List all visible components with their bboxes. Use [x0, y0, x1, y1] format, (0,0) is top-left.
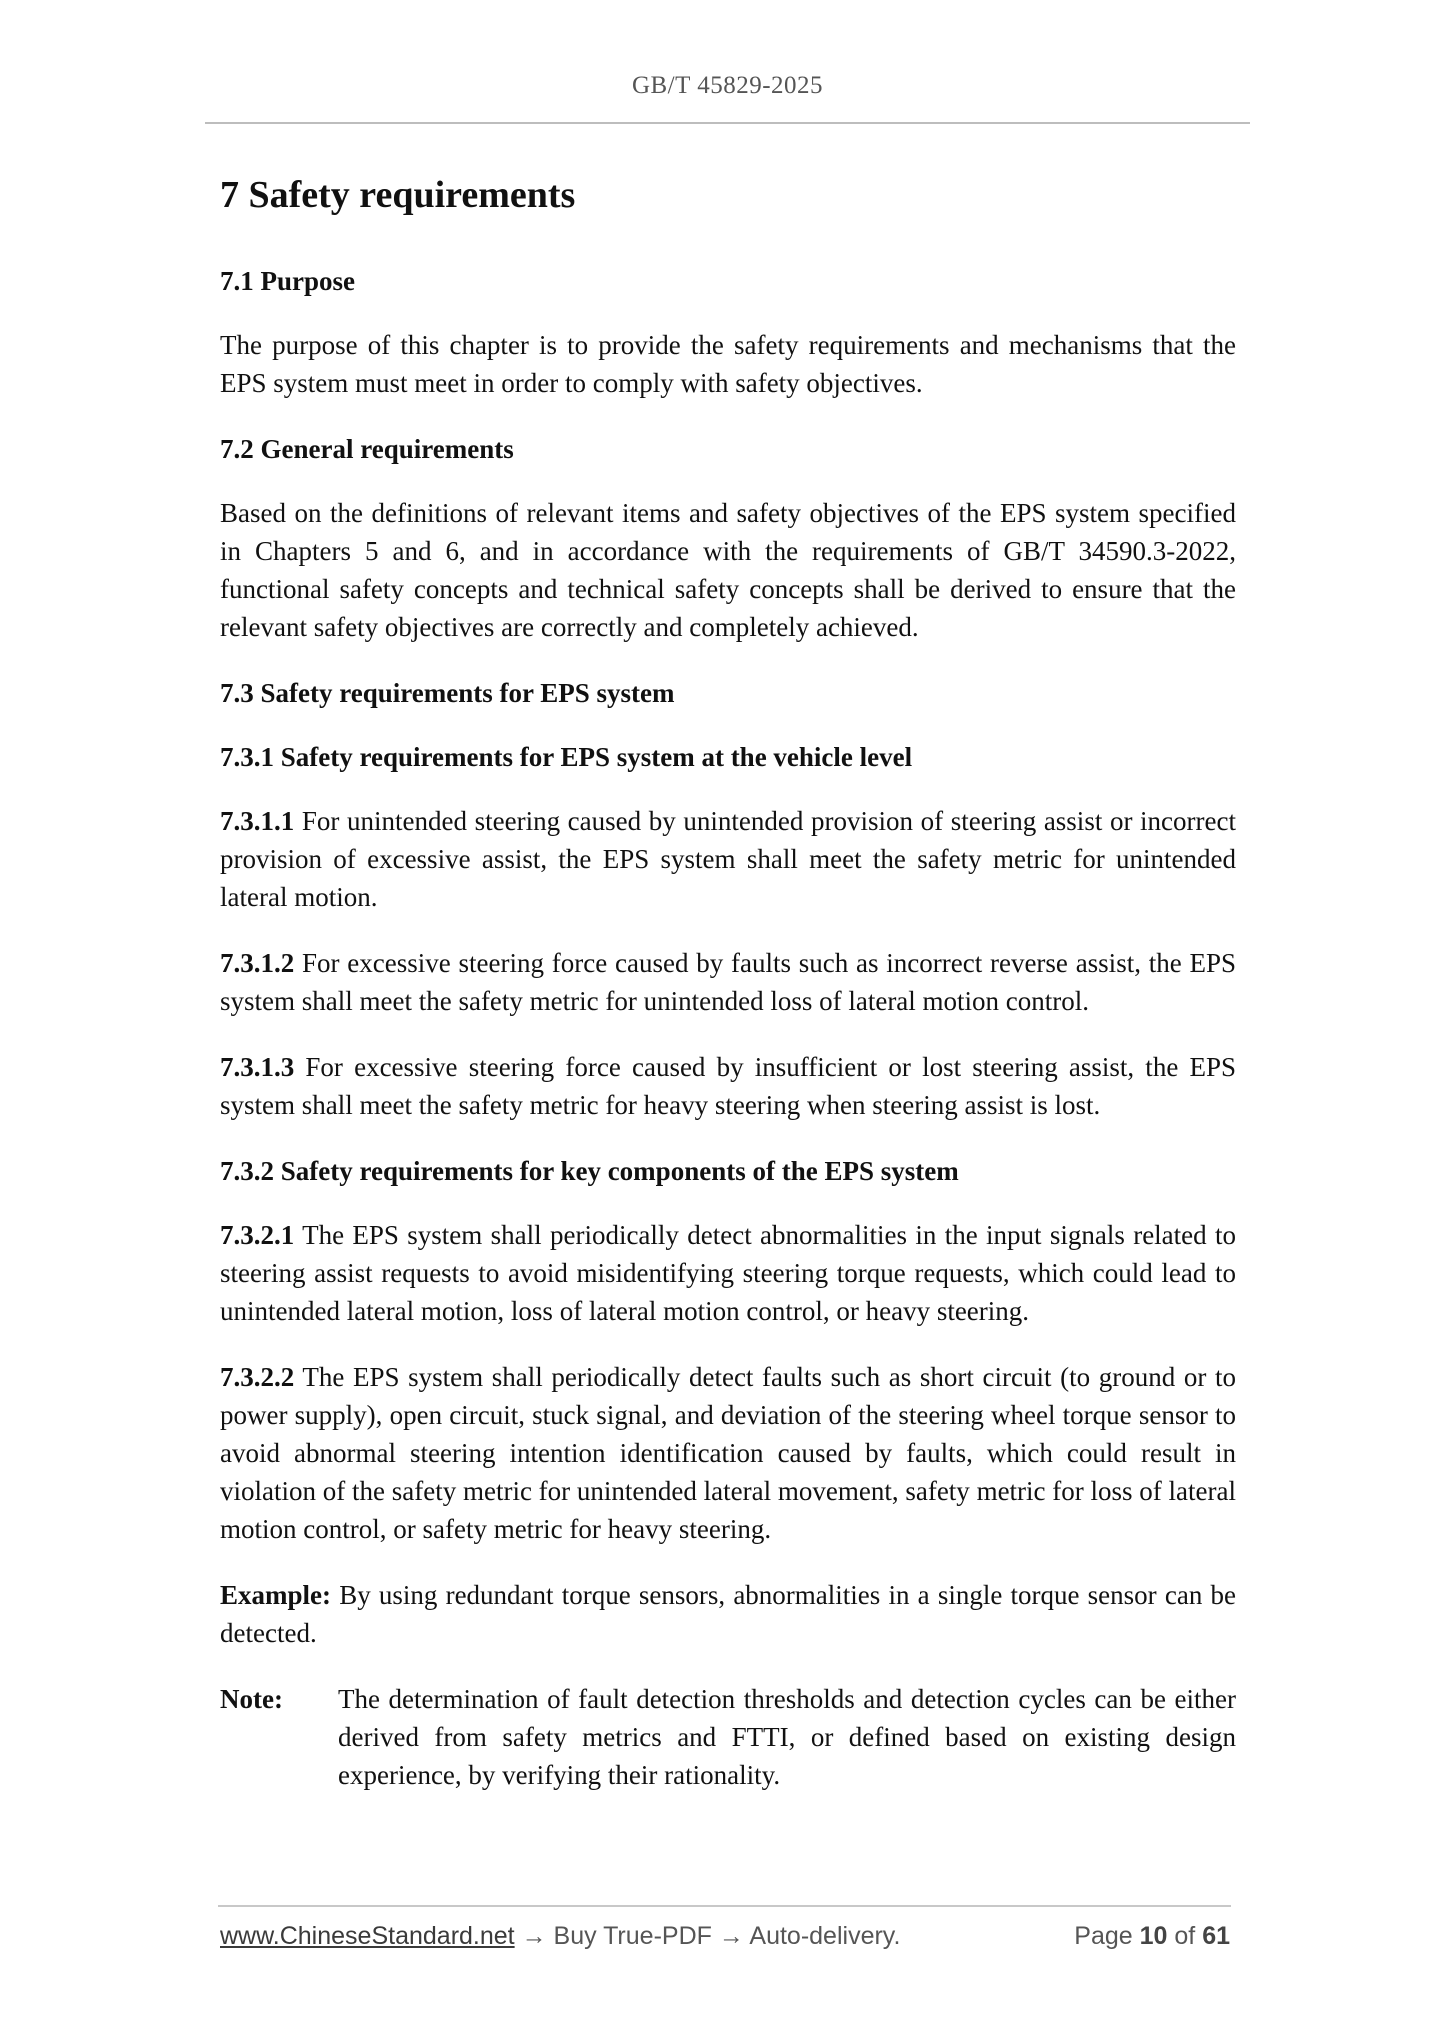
- page-number: [1074, 1922, 1230, 1951]
- clause-number: 7.3.1.3: [220, 1052, 295, 1082]
- clause-number: 7.3.2.1: [220, 1220, 295, 1250]
- clause-7-3-1-3: [220, 1048, 1236, 1124]
- example-label: Example:: [220, 1580, 331, 1610]
- clause-7-3-2-2: [220, 1358, 1236, 1548]
- clause-text: For unintended steering caused by unintended provision of steering assist or incorrect provision of excessive assist, the EPS system shall meet the safety metric for unintended lateral motion.: [220, 806, 1236, 912]
- running-header: GB/T 45829-2025: [631, 72, 824, 99]
- note-block: [220, 1680, 1236, 1794]
- paragraph-7-1: The purpose of this chapter is to provide the safety requirements and mechanisms that the EPS system must meet in order to comply with safety objectives.: [220, 330, 1236, 398]
- note-text: The determination of fault detection thresholds and detection cycles can be either derived from safety metrics and FTTI, or defined based on existing design experience, by verifying their rationality.: [338, 1684, 1236, 1790]
- paragraph-7-2: Based on the definitions of relevant items and safety objectives of the EPS system specified in Chapters 5 and 6, and in accordance with the requirements of GB/T 34590.3-2022, functional safety concepts and technical safety concepts shall be derived to ensure that the relevant safety objectives are correctly and completely achieved.: [220, 498, 1236, 642]
- example-text: By using redundant torque sensors, abnormalities in a single torque sensor can be detected.: [220, 1580, 1236, 1648]
- section-heading-7-3-2: 7.3.2 Safety requirements for key components of the EPS system: [220, 1156, 959, 1186]
- clause-text: For excessive steering force caused by insufficient or lost steering assist, the EPS system shall meet the safety metric for heavy steering when steering assist is lost.: [220, 1052, 1236, 1120]
- page-total: 61: [1202, 1922, 1230, 1950]
- clause-text: For excessive steering force caused by faults such as incorrect reverse assist, the EPS system shall meet the safety metric for unintended loss of lateral motion control.: [220, 948, 1236, 1016]
- page-content: [220, 166, 1236, 1794]
- page-current: 10: [1139, 1922, 1168, 1950]
- page-footer: [220, 1922, 1230, 1962]
- website-link[interactable]: www.ChineseStandard.net: [220, 1922, 515, 1950]
- page-of-label: of: [1167, 1922, 1203, 1950]
- note-label: Note:: [220, 1684, 283, 1714]
- example-paragraph: [220, 1576, 1236, 1652]
- clause-number: 7.3.2.2: [220, 1362, 295, 1392]
- header-divider: [205, 122, 1250, 124]
- section-heading-7-1: 7.1 Purpose: [220, 266, 355, 296]
- clause-number: 7.3.1.1: [220, 806, 295, 836]
- section-heading-7-3: 7.3 Safety requirements for EPS system: [220, 678, 675, 708]
- clause-7-3-1-2: [220, 944, 1236, 1020]
- clause-text: The EPS system shall periodically detect abnormalities in the input signals related to steering assist requests to avoid misidentifying steering torque requests, which could lead to unintended lateral motion, loss of lateral motion control, or heavy steering.: [220, 1220, 1236, 1326]
- section-heading-7-2: 7.2 General requirements: [220, 434, 514, 464]
- page-label: Page: [1074, 1922, 1140, 1950]
- section-heading-7-3-1: 7.3.1 Safety requirements for EPS system at the vehicle level: [220, 742, 913, 772]
- footer-divider: [218, 1905, 1231, 1907]
- chapter-title: 7 Safety requirements: [220, 174, 576, 216]
- footer-promo-text: → Buy True-PDF → Auto-delivery.: [514, 1922, 901, 1950]
- clause-text: The EPS system shall periodically detect faults such as short circuit (to ground or to power supply), open circuit, stuck signal, and deviation of the steering wheel torque sensor to avoid abnormal steering intention identification caused by faults, which could result in violation of the safety metric for unintended lateral movement, safety metric for loss of lateral motion control, or safety metric for heavy steering.: [220, 1362, 1236, 1544]
- clause-number: 7.3.1.2: [220, 948, 295, 978]
- footer-promo: [220, 1922, 900, 1951]
- clause-7-3-1-1: [220, 802, 1236, 916]
- clause-7-3-2-1: [220, 1216, 1236, 1330]
